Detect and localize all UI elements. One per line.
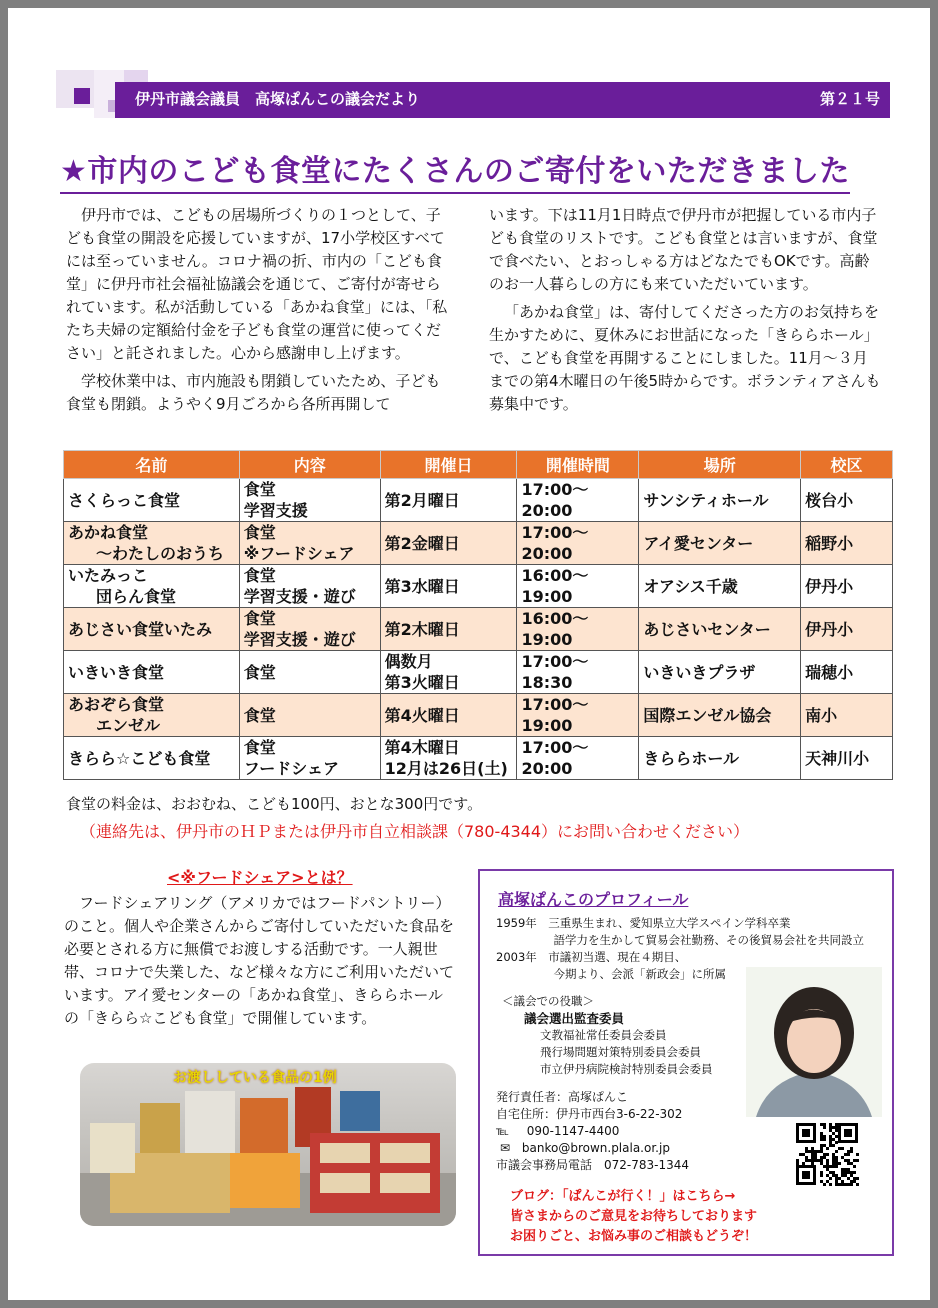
qr-code-icon <box>794 1121 860 1187</box>
date-cell-text: 第3火曜日 <box>384 673 460 692</box>
content-cell-text: フードシェア <box>243 759 339 778</box>
time-cell <box>517 608 639 651</box>
date-cell-text: 第2金曜日 <box>384 533 460 553</box>
content-cell-text: 食堂 <box>243 662 276 682</box>
district-cell <box>801 565 893 608</box>
profile-box <box>478 869 894 1256</box>
date-cell-text: 第3水曜日 <box>384 576 460 596</box>
food-items-illustration <box>80 1063 456 1226</box>
content-cell-text: ※フードシェア <box>243 544 355 563</box>
date-cell <box>380 608 517 651</box>
content-cell <box>239 565 380 608</box>
district-cell-text: 瑞穂小 <box>805 662 854 682</box>
place-cell-text: オアシス千歳 <box>643 576 738 596</box>
fee-note: 食堂の料金は、おおむね、こども100円、おとな300円です。 <box>66 795 483 813</box>
profile-title: 高塚ぱんこのプロフィール <box>498 890 689 909</box>
role-main: 議会選出監査委員 <box>524 1011 625 1026</box>
publisher: 発行責任者：高塚ぱんこ <box>496 1090 629 1104</box>
time-cell-text: 17:00～20:00 <box>521 523 589 563</box>
date-cell-text: 偶数月 <box>384 652 433 671</box>
column-header: 場所 <box>639 451 801 479</box>
history-line: 2003年 市議初当選、現在４期目、 <box>496 950 687 964</box>
time-cell-text: 16:00～19:00 <box>521 566 589 606</box>
contact-note: （連絡先は、伊丹市のＨＰまたは伊丹市自立相談課（780-4344）にお問い合わせください） <box>80 822 750 841</box>
place-cell <box>639 565 801 608</box>
time-cell-text: 16:00～19:00 <box>521 609 589 649</box>
phone-icon: ℡ <box>496 1124 509 1138</box>
place-cell <box>639 651 801 694</box>
table-row <box>64 737 893 780</box>
place-cell <box>639 608 801 651</box>
content-cell-text: 学習支援・遊び <box>243 630 356 649</box>
phone-number: 090-1147-4400 <box>526 1124 620 1138</box>
food-donation-photo <box>80 1063 456 1226</box>
name-cell-text: いたみっこ <box>68 566 149 585</box>
column-header: 開催時間 <box>517 451 639 479</box>
date-cell-text: 12月は26日(土) <box>384 759 508 778</box>
district-cell <box>801 522 893 565</box>
place-cell <box>639 479 801 522</box>
content-cell-text: 学習支援 <box>243 501 308 520</box>
district-cell-text: 伊丹小 <box>805 576 854 596</box>
foodshare-description <box>64 892 456 1030</box>
time-cell-text: 17:00～20:00 <box>521 480 589 520</box>
intro-left-column <box>66 204 454 421</box>
profile-contact <box>496 1089 796 1174</box>
place-cell <box>639 737 801 780</box>
table-row <box>64 565 893 608</box>
column-header: 開催日 <box>380 451 517 479</box>
intro-right-column <box>489 204 881 421</box>
table-header-row <box>64 451 893 479</box>
role-item: 文教福祉常任委員会委員 <box>540 1028 667 1042</box>
date-cell <box>380 651 517 694</box>
district-cell <box>801 479 893 522</box>
time-cell <box>517 737 639 780</box>
time-cell-text: 17:00～19:00 <box>521 695 589 735</box>
table-row <box>64 522 893 565</box>
column-header: 校区 <box>801 451 893 479</box>
office-phone: 市議会事務局電話 072-783-1344 <box>496 1158 690 1172</box>
time-cell <box>517 522 639 565</box>
intro-paragraph: います。下は11月1日時点で伊丹市が把握している市内子ども食堂のリストです。こども食堂とは言いますが、食堂で食べたい、とおっしゃる方はどなたでもOKです。高齢のお一人暮らしの方にも来ていただいています。 <box>489 206 878 293</box>
date-cell <box>380 479 517 522</box>
date-cell-text: 第4火曜日 <box>384 705 460 725</box>
content-cell <box>239 694 380 737</box>
time-cell <box>517 694 639 737</box>
name-cell <box>64 608 240 651</box>
content-cell-text: 食堂 <box>243 738 276 757</box>
place-cell-text: 国際エンゼル協会 <box>643 705 772 725</box>
time-cell-text: 17:00～18:30 <box>521 652 589 692</box>
content-cell-text: 食堂 <box>243 609 276 628</box>
place-cell-text: あじさいセンター <box>643 619 771 639</box>
content-cell-text: 食堂 <box>243 566 276 585</box>
district-cell <box>801 694 893 737</box>
content-cell-text: 学習支援・遊び <box>243 587 356 606</box>
name-cell <box>64 737 240 780</box>
name-cell <box>64 565 240 608</box>
table-row <box>64 694 893 737</box>
name-cell-text: あおぞら食堂 <box>68 695 165 714</box>
place-cell-text: サンシティホール <box>643 490 769 510</box>
date-cell <box>380 737 517 780</box>
intro-paragraph: 伊丹市では、こどもの居場所づくりの１つとして、子ども食堂の開設を応援していますが、17小学校区すべてには至っていません。コロナ禍の折、市内の「こども食堂」に伊丹市社会福祉協議会を通じて、ご寄付が寄せられています。私が活動している「あかね食堂」には、「私たち夫婦の定額給付金を子ども食堂の運営に使ってください」と託されました。心から感謝申し上げます。 <box>66 206 448 362</box>
name-cell-text: あじさい食堂いたみ <box>68 619 213 639</box>
content-cell-text: 食堂 <box>243 705 276 725</box>
column-header: 内容 <box>239 451 380 479</box>
email-address: banko@brown.plala.or.jp <box>521 1141 670 1155</box>
content-cell <box>239 522 380 565</box>
district-cell-text: 伊丹小 <box>805 619 854 639</box>
time-cell <box>517 651 639 694</box>
date-cell-text: 第2月曜日 <box>384 490 460 510</box>
roles-heading: ＜議会での役職＞ <box>502 994 594 1008</box>
district-cell <box>801 608 893 651</box>
district-cell <box>801 737 893 780</box>
role-item: 市立伊丹病院検討特別委員会委員 <box>540 1062 713 1076</box>
district-cell-text: 稲野小 <box>805 533 854 553</box>
time-cell <box>517 565 639 608</box>
home-address: 自宅住所：伊丹市西台3-6-22-302 <box>496 1107 683 1121</box>
date-cell <box>380 694 517 737</box>
cafeteria-table <box>63 450 893 780</box>
message-line: 皆さまからのご意見をお待ちしております <box>510 1209 758 1224</box>
place-cell <box>639 694 801 737</box>
name-cell <box>64 694 240 737</box>
name-cell-text: 団らん食堂 <box>96 587 177 606</box>
name-cell-text: きらら☆こども食堂 <box>68 748 211 768</box>
place-cell-text: きららホール <box>643 748 740 768</box>
name-cell <box>64 479 240 522</box>
qr-code[interactable] <box>794 1121 860 1187</box>
district-cell <box>801 651 893 694</box>
time-cell <box>517 479 639 522</box>
content-cell <box>239 479 380 522</box>
issue-number: 第２１号 <box>819 90 880 108</box>
district-cell-text: 南小 <box>805 705 838 725</box>
name-cell-text: ～わたしのおうち <box>96 544 225 563</box>
district-cell-text: 天神川小 <box>805 748 870 768</box>
email-line <box>496 1140 796 1157</box>
date-cell-text: 第2木曜日 <box>384 619 460 639</box>
time-cell-text: 17:00～20:00 <box>521 738 589 778</box>
foodshare-heading: <※フードシェア>とは？ <box>167 868 353 887</box>
content-cell-text: 食堂 <box>243 523 276 542</box>
photo-caption: お渡ししている食品の1例 <box>173 1070 337 1086</box>
name-cell <box>64 522 240 565</box>
table-row <box>64 479 893 522</box>
intro-paragraph: 「あかね食堂」は、寄付してくださった方のお気持ちを生かすために、夏休みにお世話になった「きららホール」で、こども食堂を再開することにしました。11月～３月までの第4木曜日の午後5時からです。ボランティアさんも募集中です。 <box>489 303 881 413</box>
phone-line <box>496 1123 796 1140</box>
newsletter-title: 伊丹市議会議員 高塚ぱんこの議会だより <box>135 90 421 108</box>
date-cell <box>380 565 517 608</box>
blog-link[interactable]: ブログ：「ぱんこが行く！」はこちら→ <box>510 1189 736 1204</box>
table-row <box>64 608 893 651</box>
name-cell-text: あかね食堂 <box>68 523 149 542</box>
date-cell-text: 第4木曜日 <box>384 738 460 757</box>
main-headline: ★市内のこども食堂にたくさんのご寄付をいただきました <box>60 146 850 194</box>
name-cell-text: エンゼル <box>96 716 161 735</box>
history-line: 語学力を生かして貿易会社勤務、その後貿易会社を共同設立 <box>496 933 864 947</box>
content-cell <box>239 651 380 694</box>
column-header: 名前 <box>64 451 240 479</box>
name-cell-text: いきいき食堂 <box>68 662 165 682</box>
district-cell-text: 桜台小 <box>805 490 854 510</box>
profile-roles <box>502 993 762 1078</box>
content-cell-text: 食堂 <box>243 480 276 499</box>
history-line: 今期より、会派「新政会」に所属 <box>496 967 726 981</box>
date-cell <box>380 522 517 565</box>
place-cell-text: いきいきプラザ <box>643 662 756 682</box>
name-cell <box>64 651 240 694</box>
role-item: 飛行場問題対策特別委員会委員 <box>540 1045 701 1059</box>
intro-paragraph: 学校休業中は、市内施設も閉鎖していたため、子ども食堂も閉鎖。ようやく9月ごろから各所再開して <box>66 372 441 413</box>
mail-icon: ✉ <box>500 1141 511 1155</box>
table-row <box>64 651 893 694</box>
content-cell <box>239 737 380 780</box>
history-line: 1959年 三重県生まれ、愛知県立大学スペイン学科卒業 <box>496 916 791 930</box>
name-cell-text: さくらっこ食堂 <box>68 490 181 510</box>
foodshare-paragraph: フードシェアリング（アメリカではフードパントリー）のこと。個人や企業さんからご寄付していただいた食品を必要とされる方に無償でお渡しする活動です。一人親世帯、コロナで失業した、など様々な方にご利用いただいています。アイ愛センターの「あかね食堂」、きららホールの「きらら☆こども食堂」で開催しています。 <box>64 894 455 1027</box>
place-cell <box>639 522 801 565</box>
place-cell-text: アイ愛センター <box>643 533 754 553</box>
content-cell <box>239 608 380 651</box>
message-line: お困りごと、お悩み事のご相談もどうぞ！ <box>510 1229 758 1244</box>
blog-block <box>510 1187 757 1247</box>
